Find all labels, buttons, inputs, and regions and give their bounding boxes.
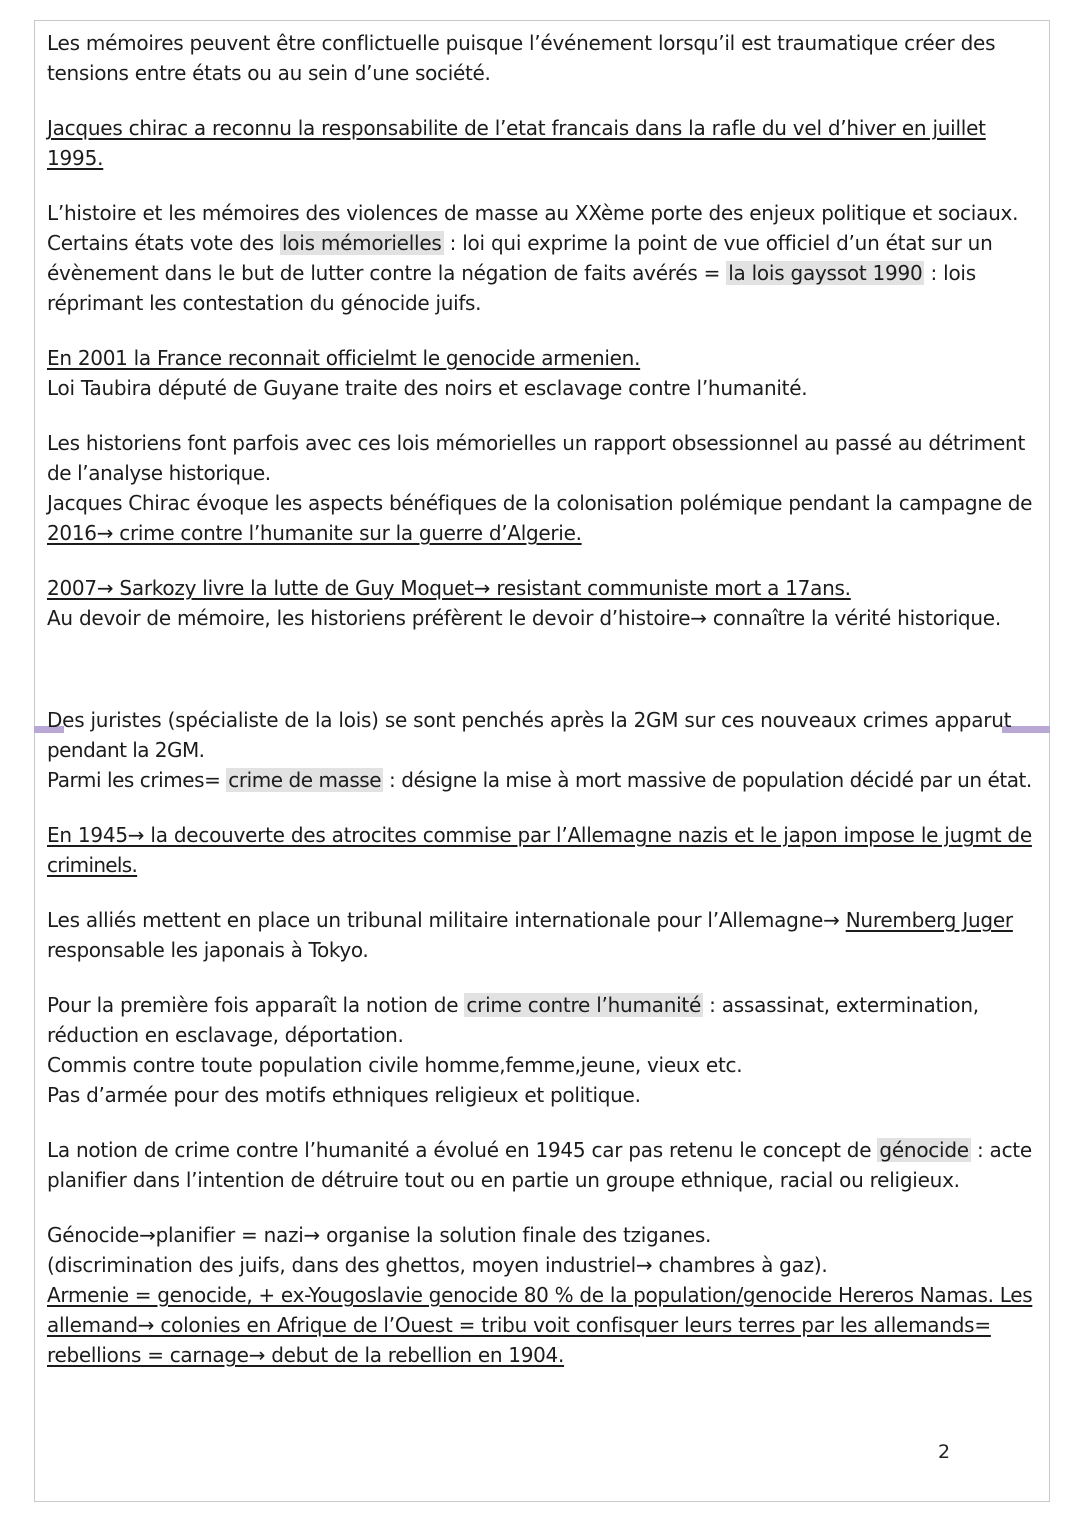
- highlighted-term: crime de masse: [228, 768, 382, 792]
- paragraph-lois-memorielles: [47, 198, 1037, 318]
- text-segment: Certains états vote des: [47, 231, 280, 255]
- text-segment: Parmi les crimes=: [47, 768, 227, 792]
- text-line: Génocide→planifier = nazi→ organise la solution finale des tziganes.: [47, 1223, 712, 1247]
- section-heading: [77, 641, 1037, 683]
- text-line: Au devoir de mémoire, les historiens préfèrent le devoir d’histoire→ connaître la vérité historique.: [47, 606, 1001, 630]
- paragraph-juristes: [47, 705, 1037, 795]
- underlined-line: [47, 573, 1037, 603]
- text-line: tensions entre états ou au sein d’une société.: [47, 61, 491, 85]
- text-segment: : lois: [924, 261, 976, 285]
- text-line: Les mémoires peuvent être conflictuelle puisque l’événement lorsqu’il est traumatique créer des: [47, 31, 996, 55]
- document-content: [47, 28, 1037, 1395]
- text-segment: Pour la première fois apparaît la notion de: [47, 993, 465, 1017]
- text-segment: : assassinat, extermination,: [703, 993, 979, 1017]
- underlined-line: [47, 518, 1037, 548]
- underlined-text: 2007→ Sarkozy livre la lutte de Guy Moquet→ resistant communiste mort a 17ans.: [47, 576, 851, 600]
- text-segment: : acte: [970, 1138, 1032, 1162]
- text-line: Des juristes (spécialiste de la lois) se sont penchés après la 2GM sur ces nouveaux crimes apparut: [47, 708, 1012, 732]
- paragraph-1945: [47, 820, 1037, 880]
- page-number: 2: [938, 1441, 951, 1463]
- text-segment: évènement dans le but de lutter contre la négation de faits avérés =: [47, 261, 727, 285]
- paragraph-sarkozy: [47, 573, 1037, 633]
- underlined-text: rebellions = carnage→ debut de la rebellion en 1904.: [47, 1343, 565, 1367]
- underlined-text: 2016→ crime contre l’humanite sur la guerre d’Algerie.: [47, 521, 582, 545]
- underlined-line: 1995.: [47, 146, 104, 170]
- paragraph-historiens: [47, 428, 1037, 548]
- text-segment: : désigne la mise à mort massive de population décidé par un état.: [383, 768, 1032, 792]
- text-line: [47, 228, 1037, 258]
- paragraph-tribunal: [47, 905, 1037, 965]
- text-line: pendant la 2GM.: [47, 738, 205, 762]
- text-line: Les historiens font parfois avec ces lois mémorielles un rapport obsessionnel au passé au détriment: [47, 431, 1026, 455]
- underlined-text: En 2001 la France reconnait officielmt le genocide armenien.: [47, 346, 641, 370]
- text-line: responsable les japonais à Tokyo.: [47, 938, 369, 962]
- text-line: de l’analyse historique.: [47, 461, 271, 485]
- text-line: Pas d’armée pour des motifs ethniques religieux et politique.: [47, 1083, 641, 1107]
- highlighted-term: lois mémorielles: [281, 231, 442, 255]
- text-line: [47, 258, 1037, 288]
- underlined-line: [47, 1310, 1037, 1340]
- paragraph-chirac-vel-dhiv: [47, 113, 1037, 173]
- text-segment: La notion de crime contre l’humanité a évolué en 1945 car pas retenu le concept de: [47, 1138, 878, 1162]
- underlined-text: En 1945→ la decouverte des atrocites commise par l’Allemagne nazis et le japon impose le jugmt de: [47, 823, 1032, 847]
- text-line: réprimant les contestation du génocide juifs.: [47, 291, 482, 315]
- text-segment: Les alliés mettent en place un tribunal militaire internationale pour l’Allemagne→: [47, 908, 846, 932]
- underlined-line: Jacques chirac a reconnu la responsabilite de l’etat francais dans la rafle du vel d’hiver en juillet: [47, 116, 986, 140]
- text-line: Jacques Chirac évoque les aspects bénéfiques de la colonisation polémique pendant la campagne de: [47, 491, 1033, 515]
- underlined-line: [47, 1340, 1037, 1370]
- paragraph-memoires-conflictuelles: [47, 28, 1037, 88]
- underlined-text: criminels.: [47, 853, 138, 877]
- text-line: [47, 1135, 1037, 1165]
- text-line: (discrimination des juifs, dans des ghettos, moyen industriel→ chambres à gaz).: [47, 1253, 828, 1277]
- underlined-text: Armenie = genocide, + ex-Yougoslavie genocide 80 % de la population/genocide Hereros Namas. Les: [47, 1283, 1033, 1307]
- text-line: [47, 990, 1037, 1020]
- text-line: Loi Taubira député de Guyane traite des noirs et esclavage contre l’humanité.: [47, 376, 808, 400]
- text-line: planifier dans l’intention de détruire tout ou en partie un groupe ethnique, racial ou religieux.: [47, 1168, 960, 1192]
- underlined-text: allemand→ colonies en Afrique de l’Ouest = tribu voit confisquer leurs terres par les allemands=: [47, 1313, 991, 1337]
- underlined-line: [47, 1280, 1037, 1310]
- highlighted-term: crime contre l’humanité: [466, 993, 702, 1017]
- paragraph-genocide-exemples: [47, 1220, 1037, 1370]
- underlined-line: [47, 850, 1037, 880]
- underlined-text: Nuremberg Juger: [845, 908, 1013, 932]
- text-line: Commis contre toute population civile homme,femme,jeune, vieux etc.: [47, 1053, 743, 1077]
- underlined-line: [47, 820, 1037, 850]
- highlighted-term: génocide: [879, 1138, 969, 1162]
- text-line: [47, 765, 1037, 795]
- text-line: L’histoire et les mémoires des violences de masse au XXème porte des enjeux politique et sociaux.: [47, 201, 1019, 225]
- paragraph-genocide-armenien: [47, 343, 1037, 403]
- text-line: [47, 905, 1037, 935]
- paragraph-crime-humanite: [47, 990, 1037, 1110]
- text-segment: : loi qui exprime la point de vue officiel d’un état sur un: [443, 231, 993, 255]
- underlined-line: [47, 343, 1037, 373]
- text-line: réduction en esclavage, déportation.: [47, 1023, 404, 1047]
- paragraph-genocide-notion: [47, 1135, 1037, 1195]
- highlighted-term: la lois gayssot 1990: [728, 261, 923, 285]
